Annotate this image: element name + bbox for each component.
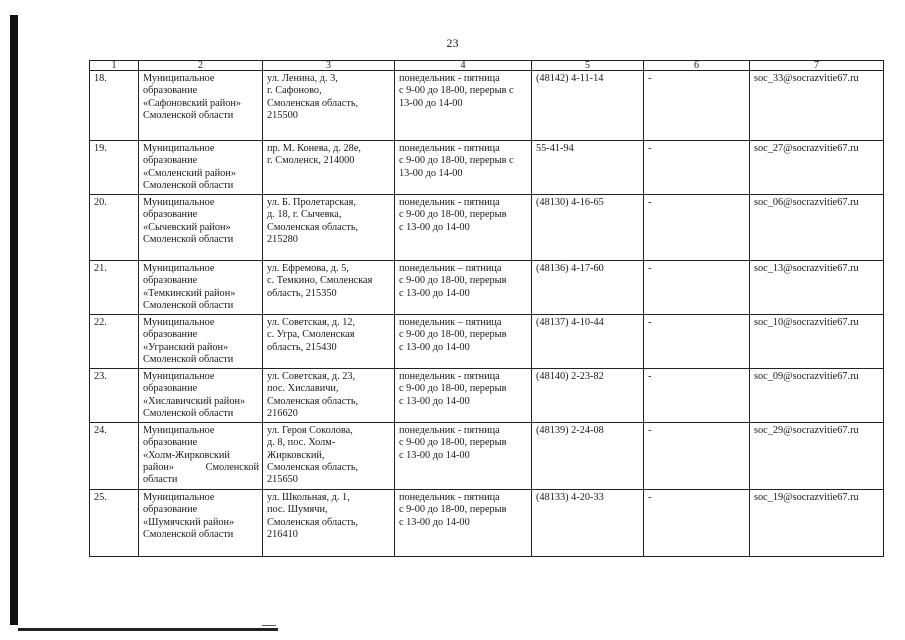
- hours-line: понедельник - пятница: [399, 425, 500, 436]
- email-cell: soc_33@socrazvitie67.ru: [750, 71, 884, 141]
- org-line: «Шумячский район»: [143, 516, 235, 528]
- address-line: ул. Ленина, д. 3,: [267, 73, 338, 84]
- table-row: [90, 141, 884, 195]
- address-line: пр. М. Конева, д. 28е,: [267, 143, 361, 154]
- fax-cell: -: [644, 423, 750, 490]
- col-header-7: 7: [750, 61, 884, 71]
- address-line: область, 215430: [267, 341, 337, 353]
- org-line: Муниципальное: [143, 143, 215, 154]
- hours-line: с 9-00 до 18-00, перерыв: [399, 504, 507, 516]
- fax-cell: -: [644, 195, 750, 261]
- table-row: [90, 315, 884, 369]
- scan-edge-bottom: [18, 628, 278, 631]
- hours-cell: [395, 195, 532, 261]
- org-line: «Темкинский район»: [143, 287, 236, 299]
- address-line: область, 215350: [267, 287, 337, 299]
- email-cell: soc_10@socrazvitie67.ru: [750, 315, 884, 369]
- row-number: 24.: [90, 423, 139, 490]
- table-row: [90, 261, 884, 315]
- hours-cell: [395, 315, 532, 369]
- hours-line: с 9-00 до 18-00, перерыв: [399, 275, 507, 287]
- address-line: 215650: [267, 474, 298, 486]
- phone-cell: (48130) 4-16-65: [532, 195, 644, 261]
- address-cell: [263, 71, 395, 141]
- org-line: Муниципальное: [143, 73, 215, 84]
- org-line: «Хиславичский район»: [143, 395, 246, 407]
- row-number: 21.: [90, 261, 139, 315]
- table-row: [90, 71, 884, 141]
- org-line: Муниципальное: [143, 263, 215, 274]
- address-line: Смоленская область,: [267, 97, 359, 109]
- hours-line: с 9-00 до 18-00, перерыв с: [399, 155, 514, 167]
- hours-line: понедельник - пятница: [399, 197, 500, 208]
- organization-cell: [139, 141, 263, 195]
- email-cell: soc_29@socrazvitie67.ru: [750, 423, 884, 490]
- col-header-4: 4: [395, 61, 532, 71]
- table-row: [90, 490, 884, 557]
- phone-cell: (48142) 4-11-14: [532, 71, 644, 141]
- address-line: ул. Советская, д. 12,: [267, 317, 356, 328]
- email-cell: soc_06@socrazvitie67.ru: [750, 195, 884, 261]
- address-cell: [263, 315, 395, 369]
- org-line: образование: [143, 85, 198, 97]
- social-services-table: [89, 60, 884, 557]
- phone-cell: (48136) 4-17-60: [532, 261, 644, 315]
- org-line: Муниципальное: [143, 425, 215, 436]
- address-cell: [263, 423, 395, 490]
- org-line: Муниципальное: [143, 317, 215, 328]
- org-line: «Угранский район»: [143, 341, 229, 353]
- col-header-1: 1: [90, 61, 139, 71]
- scan-edge-left: [10, 15, 18, 625]
- org-line: образование: [143, 504, 198, 516]
- page-number: 23: [446, 36, 459, 50]
- org-line: Муниципальное: [143, 197, 215, 208]
- hours-cell: [395, 369, 532, 423]
- address-line: пос. Хиславичи,: [267, 383, 339, 395]
- org-line: образование: [143, 275, 198, 287]
- org-line: образование: [143, 329, 198, 341]
- hours-cell: [395, 490, 532, 557]
- address-line: Смоленская область,: [267, 516, 359, 528]
- table-row: [90, 195, 884, 261]
- hours-cell: [395, 423, 532, 490]
- hours-cell: [395, 71, 532, 141]
- address-line: ул. Школьная, д. 1,: [267, 492, 350, 503]
- fax-cell: -: [644, 71, 750, 141]
- hours-cell: [395, 141, 532, 195]
- address-line: ул. Ефремова, д. 5,: [267, 263, 349, 274]
- col-header-6: 6: [644, 61, 750, 71]
- org-line: Смоленской области: [143, 299, 234, 311]
- org-line: образование: [143, 155, 198, 167]
- org-word: Смоленской: [205, 461, 259, 473]
- phone-cell: (48140) 2-23-82: [532, 369, 644, 423]
- fax-cell: -: [644, 369, 750, 423]
- table-row: [90, 369, 884, 423]
- organization-cell: [139, 423, 263, 490]
- row-number: 22.: [90, 315, 139, 369]
- org-word: район»: [143, 461, 175, 473]
- address-line: 215280: [267, 233, 298, 245]
- table-row: [90, 423, 884, 490]
- org-line: Муниципальное: [143, 492, 215, 503]
- fax-cell: -: [644, 261, 750, 315]
- col-header-5: 5: [532, 61, 644, 71]
- address-line: д. 18, г. Сычевка,: [267, 209, 342, 221]
- org-line: Смоленской области: [143, 179, 234, 191]
- hours-line: понедельник – пятница: [399, 317, 502, 328]
- org-line: Смоленской области: [143, 233, 234, 245]
- org-line: «Холм-Жирковский: [143, 449, 230, 461]
- address-line: г. Сафоново,: [267, 85, 322, 97]
- hours-line: понедельник - пятница: [399, 73, 500, 84]
- org-line: образование: [143, 209, 198, 221]
- organization-cell: [139, 369, 263, 423]
- org-line: Смоленской области: [143, 528, 234, 540]
- address-line: д. 8, пос. Холм-: [267, 437, 336, 449]
- address-line: Жирковский,: [267, 449, 325, 461]
- row-number: 23.: [90, 369, 139, 423]
- hours-line: с 13-00 до 14-00: [399, 221, 470, 233]
- org-line: образование: [143, 437, 198, 449]
- address-line: ул. Советская, д. 23,: [267, 371, 356, 382]
- address-line: Смоленская область,: [267, 395, 359, 407]
- organization-cell: [139, 315, 263, 369]
- hours-line: понедельник - пятница: [399, 371, 500, 382]
- hours-cell: [395, 261, 532, 315]
- row-number: 20.: [90, 195, 139, 261]
- hours-line: 13-00 до 14-00: [399, 97, 463, 109]
- fax-cell: -: [644, 315, 750, 369]
- address-line: 216410: [267, 528, 298, 540]
- email-cell: soc_19@socrazvitie67.ru: [750, 490, 884, 557]
- organization-cell: [139, 71, 263, 141]
- phone-cell: (48133) 4-20-33: [532, 490, 644, 557]
- hours-line: понедельник – пятница: [399, 263, 502, 274]
- address-cell: [263, 261, 395, 315]
- hours-line: с 13-00 до 14-00: [399, 449, 470, 461]
- hours-line: с 9-00 до 18-00, перерыв: [399, 437, 507, 449]
- hours-line: с 9-00 до 18-00, перерыв: [399, 329, 507, 341]
- phone-cell: 55-41-94: [532, 141, 644, 195]
- phone-cell: (48137) 4-10-44: [532, 315, 644, 369]
- email-cell: soc_13@socrazvitie67.ru: [750, 261, 884, 315]
- organization-cell: [139, 195, 263, 261]
- address-line: Смоленская область,: [267, 461, 359, 473]
- address-line: ул. Б. Пролетарская,: [267, 197, 356, 208]
- col-header-3: 3: [263, 61, 395, 71]
- hours-line: с 13-00 до 14-00: [399, 341, 470, 353]
- address-line: Смоленская область,: [267, 221, 359, 233]
- address-line: г. Смоленск, 214000: [267, 155, 355, 167]
- hours-line: с 9-00 до 18-00, перерыв: [399, 209, 507, 221]
- address-cell: [263, 490, 395, 557]
- address-line: с. Темкино, Смоленская: [267, 275, 373, 287]
- hours-line: с 9-00 до 18-00, перерыв: [399, 383, 507, 395]
- col-header-2: 2: [139, 61, 263, 71]
- address-line: ул. Героя Соколова,: [267, 425, 353, 436]
- org-line: [143, 462, 259, 474]
- address-line: 215500: [267, 109, 298, 121]
- org-line: «Смоленский район»: [143, 167, 236, 179]
- hours-line: понедельник - пятница: [399, 492, 500, 503]
- row-number: 25.: [90, 490, 139, 557]
- org-line: образование: [143, 383, 198, 395]
- scan-mark: [262, 625, 276, 626]
- hours-line: с 9-00 до 18-00, перерыв с: [399, 85, 514, 97]
- address-cell: [263, 141, 395, 195]
- org-line: Смоленской области: [143, 353, 234, 365]
- organization-cell: [139, 490, 263, 557]
- org-line: Муниципальное: [143, 371, 215, 382]
- address-line: 216620: [267, 407, 298, 419]
- hours-line: 13-00 до 14-00: [399, 167, 463, 179]
- row-number: 18.: [90, 71, 139, 141]
- fax-cell: -: [644, 141, 750, 195]
- organization-cell: [139, 261, 263, 315]
- hours-line: с 13-00 до 14-00: [399, 395, 470, 407]
- org-line: области: [143, 474, 178, 486]
- org-line: «Сычевский район»: [143, 221, 231, 233]
- address-cell: [263, 369, 395, 423]
- address-line: с. Угра, Смоленская: [267, 329, 355, 341]
- hours-line: с 13-00 до 14-00: [399, 287, 470, 299]
- hours-line: с 13-00 до 14-00: [399, 516, 470, 528]
- org-line: «Сафоновский район»: [143, 97, 242, 109]
- header-row: [90, 61, 884, 71]
- email-cell: soc_27@socrazvitie67.ru: [750, 141, 884, 195]
- phone-cell: (48139) 2-24-08: [532, 423, 644, 490]
- row-number: 19.: [90, 141, 139, 195]
- fax-cell: -: [644, 490, 750, 557]
- org-line: Смоленской области: [143, 407, 234, 419]
- org-line: Смоленской области: [143, 109, 234, 121]
- hours-line: понедельник - пятница: [399, 143, 500, 154]
- address-line: пос. Шумячи,: [267, 504, 328, 516]
- email-cell: soc_09@socrazvitie67.ru: [750, 369, 884, 423]
- address-cell: [263, 195, 395, 261]
